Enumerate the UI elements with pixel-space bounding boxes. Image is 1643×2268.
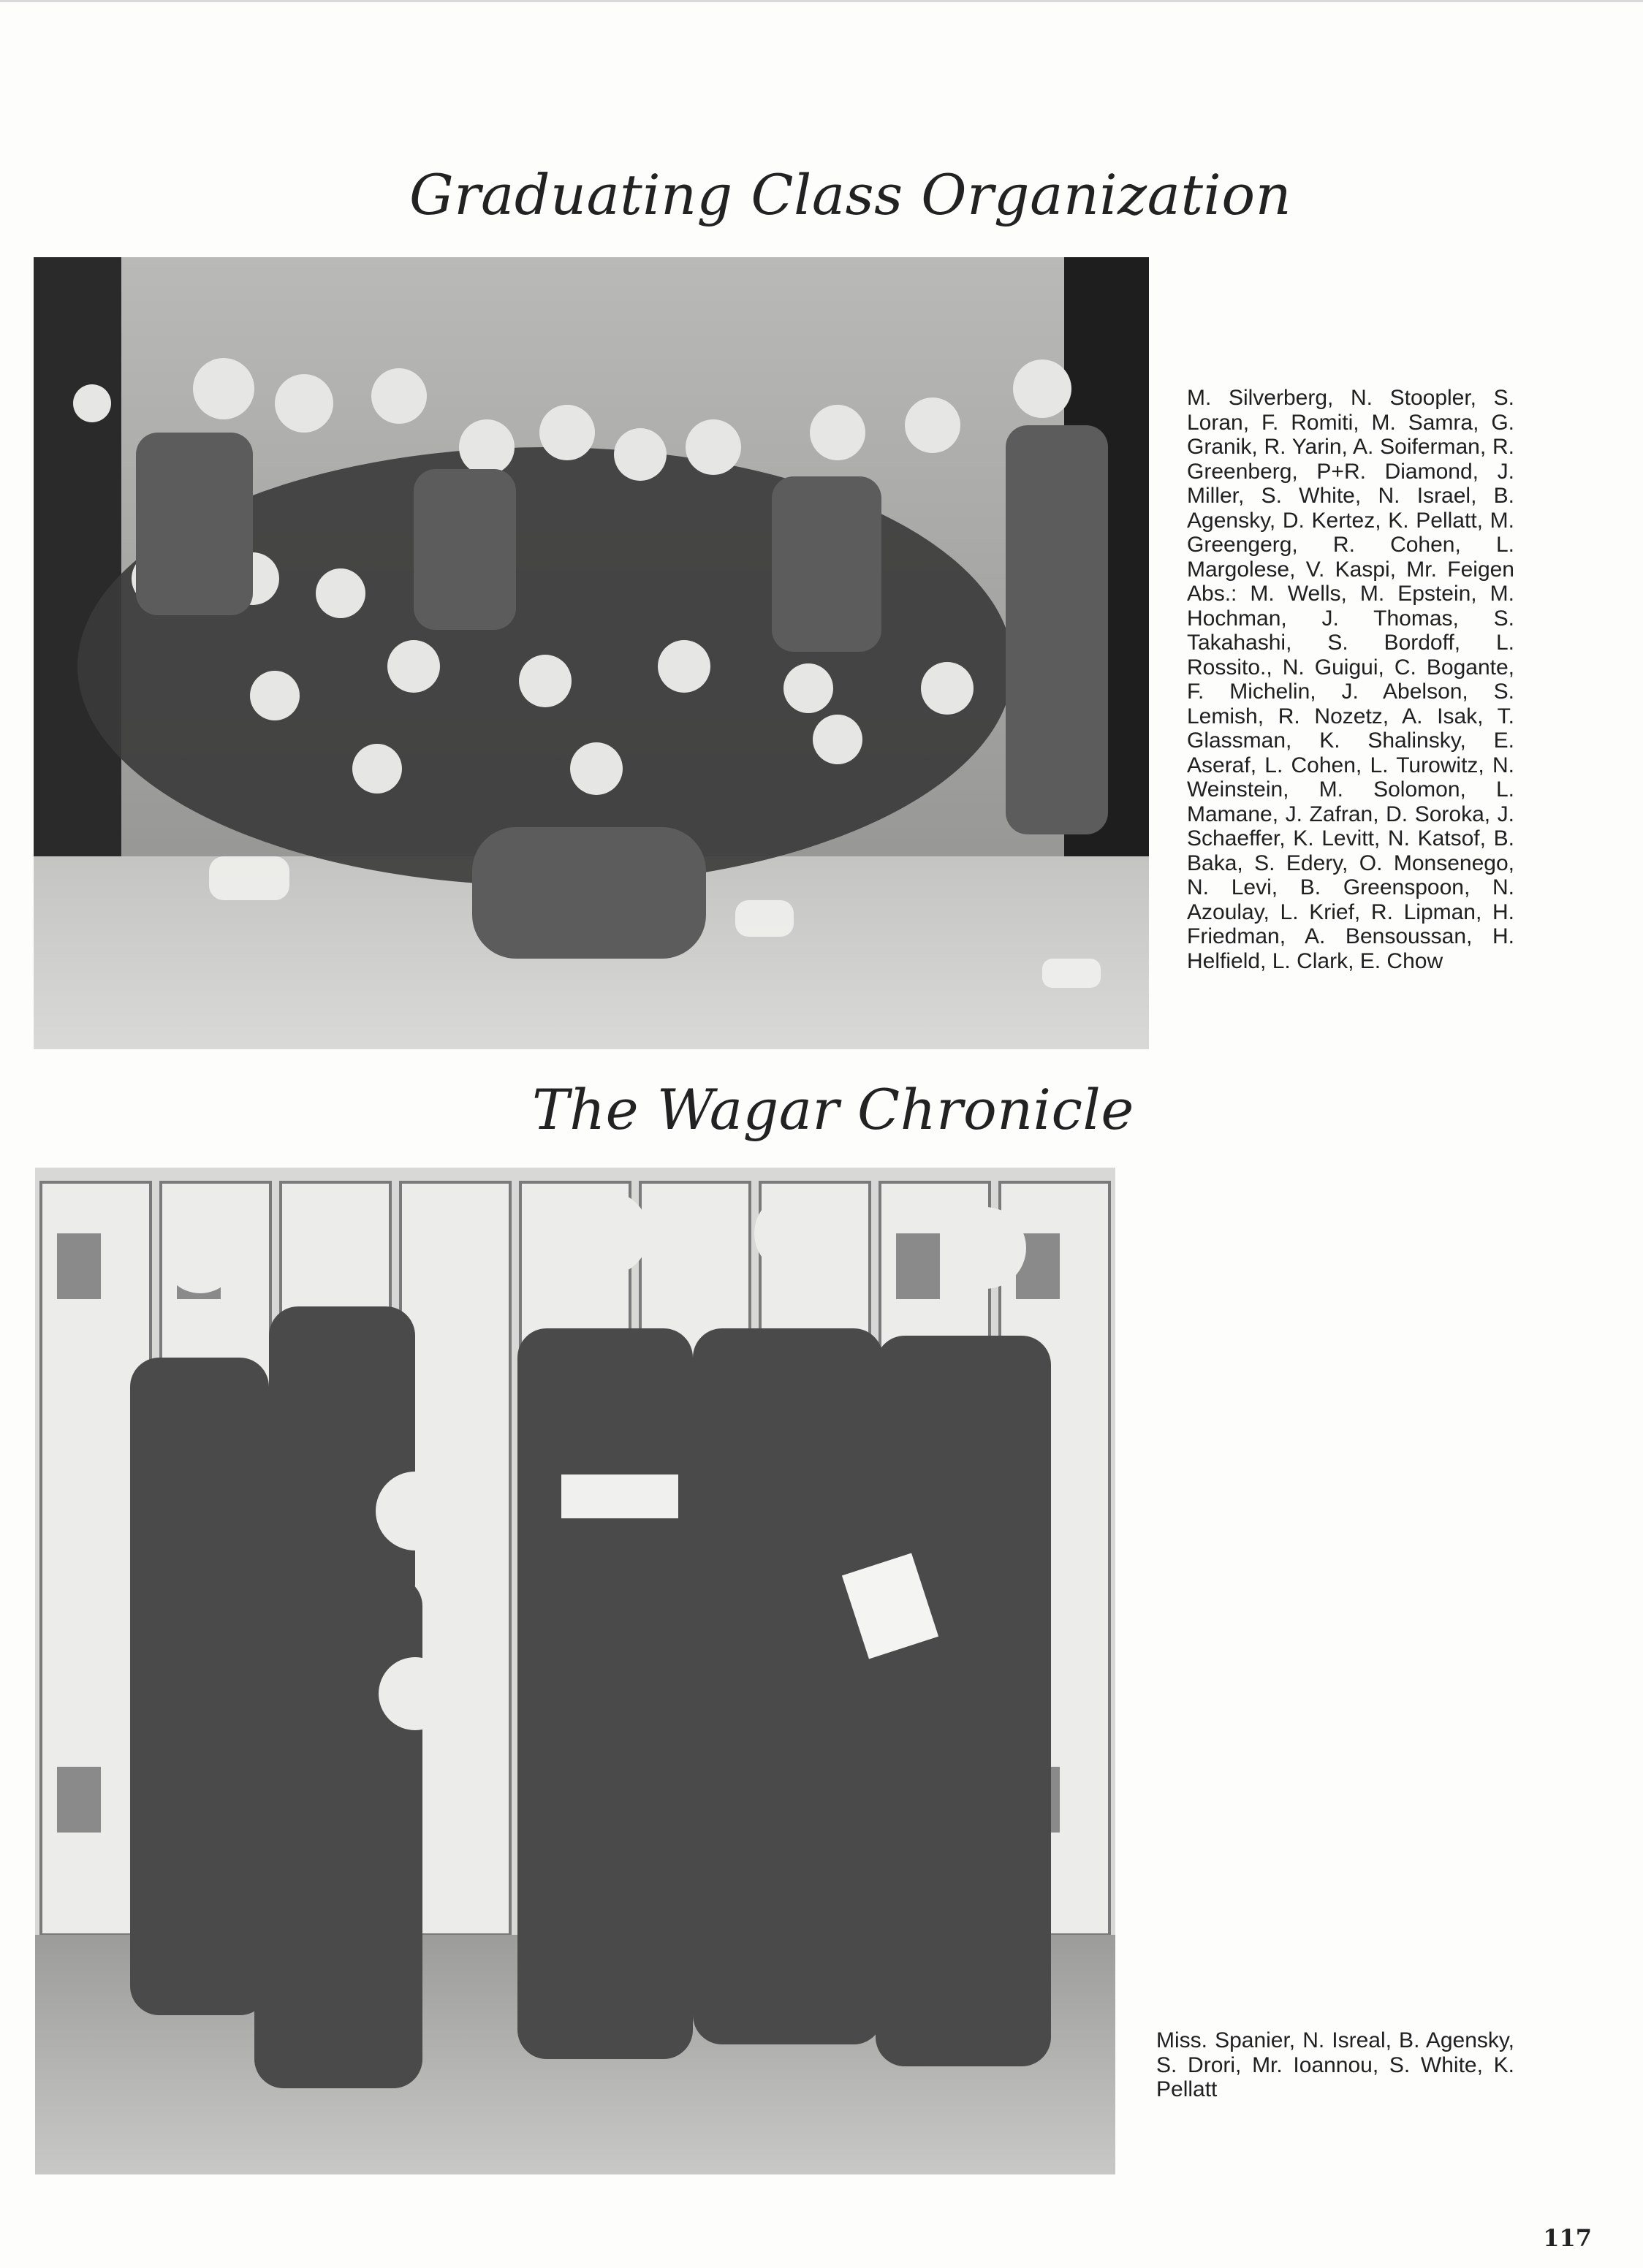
section-title-wagar-chronicle: The Wagar Chronicle (532, 1077, 1134, 1142)
group-photo-graduating-class (34, 257, 1149, 1049)
caption-graduating-class: M. Silverberg, N. Stoopler, S. Loran, F. Romiti, M. Samra, G. Granik, R. Yarin, A. Soiferman, R. Greenberg, P+R. Diamond, J. Miller, S. White, N. Israel, B. Agensky, D. Kertez, K. Pellatt, M. Greengerg, R. Cohen, L. Margolese, V. Kaspi, Mr. Feigen Abs.: M. Wells, M. Epstein, M. Hochman, J. Thomas, S. Takahashi, S. Bordoff, L. Rossito., N. Guigui, C. Bogante, F. Michelin, J. Abelson, S. Lemish, R. Nozetz, A. Isak, T. Glassman, K. Shalinsky, E. Aseraf, L. Cohen, L. Turowitz, N. Weinstein, M. Solomon, L. Mamane, J. Zafran, D. Soroka, J. Schaeffer, K. Levitt, N. Katsof, B. Baka, S. Edery, O. Monsenego, N. Levi, B. Greenspoon, N. Azoulay, L. Krief, R. Lipman, H. Friedman, A. Bensoussan, H. Helfield, L. Clark, E. Chow (1187, 386, 1514, 973)
caption-wagar-chronicle: Miss. Spanier, N. Isreal, B. Agensky, S. Drori, Mr. Ioannou, S. White, K. Pellatt (1156, 2028, 1514, 2101)
group-photo-wagar-chronicle (35, 1168, 1115, 2174)
section-title-graduating-class: Graduating Class Organization (409, 162, 1292, 227)
top-rule (0, 0, 1643, 2)
page-number: 117 (1543, 2224, 1592, 2252)
